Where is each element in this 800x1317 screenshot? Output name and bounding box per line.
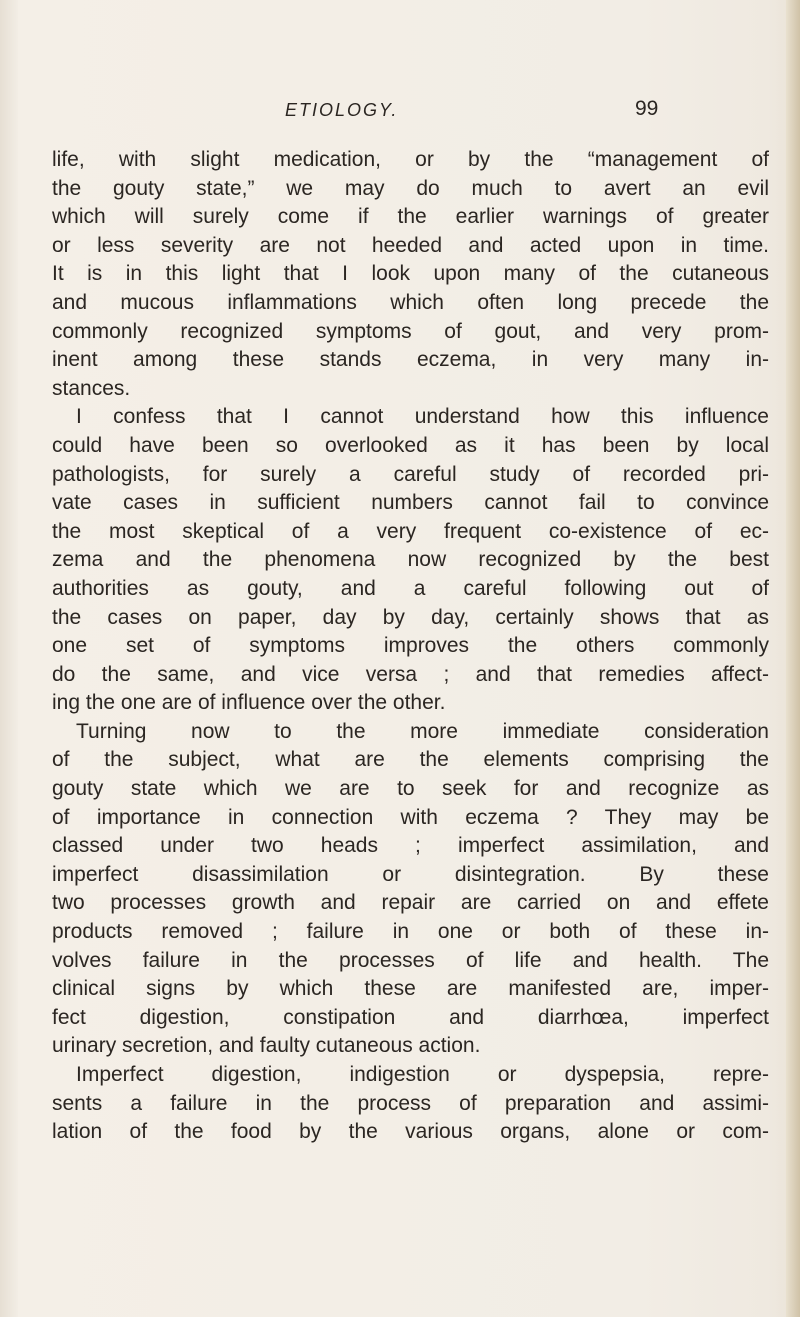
text-line: and mucous inflammations which often long precede the xyxy=(52,290,769,314)
text-line: classed under two heads ; imperfect assimilation, and xyxy=(52,834,769,858)
text-line: products removed ; failure in one or both of these in- xyxy=(52,920,769,944)
text-line: could have been so overlooked as it has been by local xyxy=(52,433,769,457)
text-line: which will surely come if the earlier warnings of greater xyxy=(52,205,769,229)
text-line: I confess that I cannot understand how this influence xyxy=(76,405,769,429)
running-head xyxy=(0,97,800,130)
text-line: lation of the food by the various organs, alone or com- xyxy=(52,1120,769,1144)
text-line: do the same, and vice versa ; and that remedies affect- xyxy=(52,662,769,686)
text-line: of the subject, what are the elements comprising the xyxy=(52,748,769,772)
text-line: vate cases in sufficient numbers cannot fail to convince xyxy=(52,491,769,515)
text-line: Imperfect digestion, indigestion or dyspepsia, repre- xyxy=(76,1063,769,1086)
text-line: or less severity are not heeded and acted upon in time. xyxy=(52,233,769,257)
text-line: urinary secretion, and faulty cutaneous action. xyxy=(52,1034,481,1058)
text-line: clinical signs by which these are manifested are, imper- xyxy=(52,977,769,1001)
text-line: authorities as gouty, and a careful following out of xyxy=(52,576,769,600)
body-text xyxy=(52,146,769,1147)
text-line: pathologists, for surely a careful study of recorded pri- xyxy=(52,462,769,486)
text-line: fect digestion, constipation and diarrhœa, imperfect xyxy=(52,1005,769,1029)
text-line: volves failure in the processes of life and health. The xyxy=(52,948,769,972)
text-line: two processes growth and repair are carried on and effete xyxy=(52,891,769,915)
text-line: Turning now to the more immediate consideration xyxy=(76,719,769,743)
text-line: one set of symptoms improves the others commonly xyxy=(52,634,769,658)
text-line: commonly recognized symptoms of gout, and very prom- xyxy=(52,319,769,343)
text-line: inent among these stands eczema, in very many in- xyxy=(52,348,769,372)
page-number: 99 xyxy=(635,97,659,120)
page-gutter-shadow xyxy=(0,0,18,1317)
text-line: life, with slight medication, or by the “management of xyxy=(52,148,769,171)
text-line: the cases on paper, day by day, certainly shows that as xyxy=(52,605,769,629)
text-line: gouty state which we are to seek for and recognize as xyxy=(52,777,769,801)
text-line: of importance in connection with eczema ? They may be xyxy=(52,805,769,829)
text-line: the gouty state,” we may do much to avert an evil xyxy=(52,176,769,200)
text-line: stances. xyxy=(52,376,131,400)
text-line: imperfect disassimilation or disintegration. By these xyxy=(52,862,769,886)
page-edge xyxy=(786,0,800,1317)
text-line: the most skeptical of a very frequent co-existence of ec- xyxy=(52,519,769,543)
text-line: ing the one are of influence over the other. xyxy=(52,691,446,715)
text-line: It is in this light that I look upon many of the cutaneous xyxy=(52,262,769,286)
running-head-title: ETIOLOGY. xyxy=(285,100,399,120)
text-line: zema and the phenomena now recognized by the best xyxy=(52,548,769,572)
text-line: sents a failure in the process of preparation and assimi- xyxy=(52,1091,769,1115)
